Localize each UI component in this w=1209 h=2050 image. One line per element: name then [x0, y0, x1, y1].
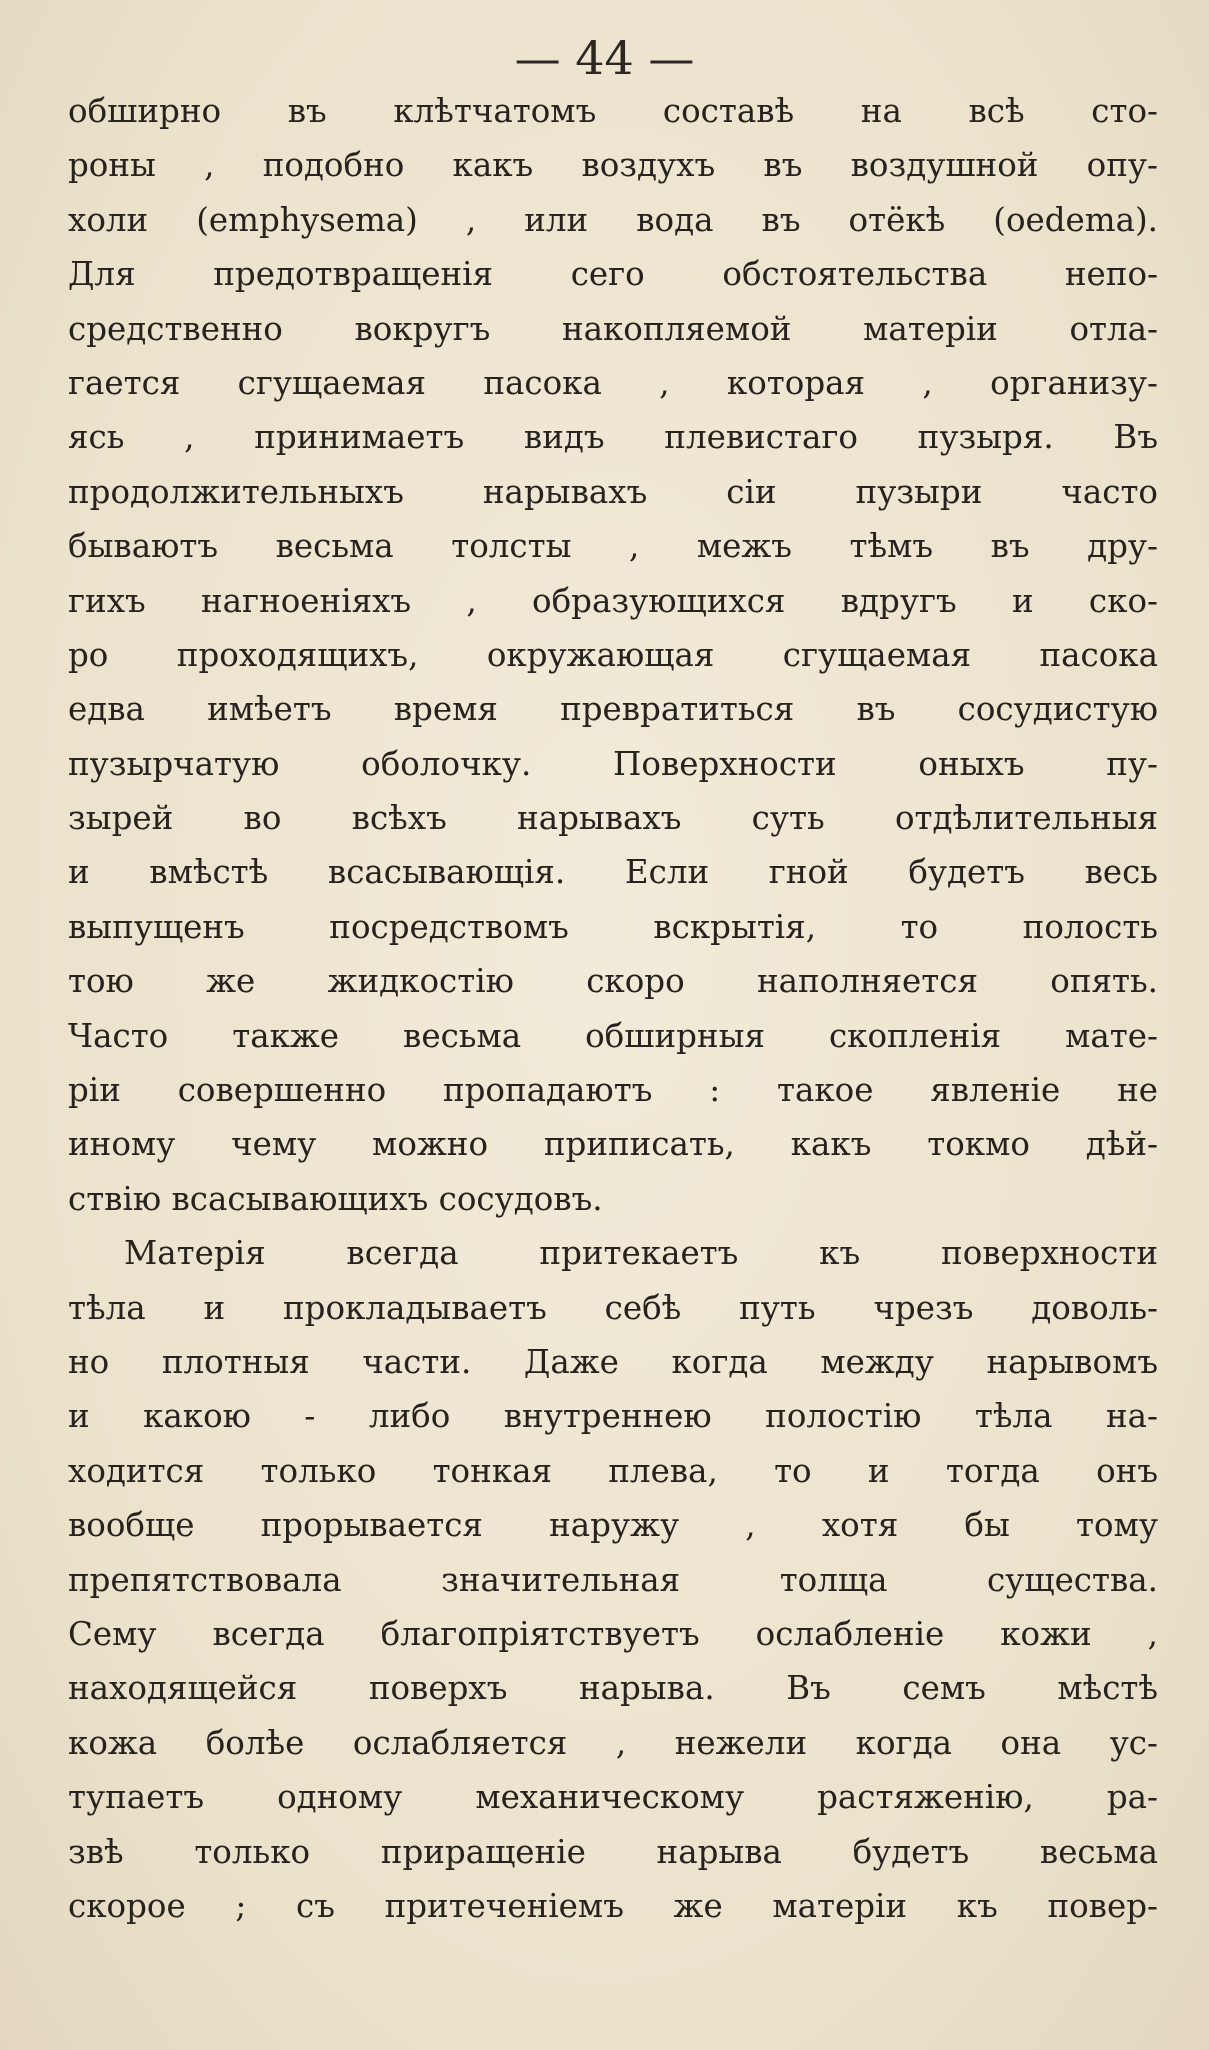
text-line: и вмѣстѣ всасывающія. Если гной будетъ весь [68, 853, 1158, 892]
text-line: звѣ только приращеніе нарыва будетъ весьма [68, 1832, 1158, 1871]
text-line: зырей во всѣхъ нарывахъ суть отдѣлительныя [68, 799, 1158, 838]
text-line: но плотныя части. Даже когда между нарывомъ [68, 1342, 1158, 1381]
text-line: и какою - либо внутреннею полостію тѣла на- [68, 1397, 1158, 1436]
text-line: Часто также весьма обширныя скопленія мате- [68, 1016, 1158, 1055]
text-line: иному чему можно приписать, какъ токмо дѣй- [68, 1125, 1158, 1164]
text-line: выпущенъ посредствомъ вскрытія, то полость [68, 907, 1158, 946]
text-line: ходится только тонкая плева, то и тогда онъ [68, 1451, 1158, 1490]
text-line: Для предотвращенія сего обстоятельства непо- [68, 255, 1158, 294]
text-line: Сему всегда благопріятствуетъ ослабленіе кожи , [68, 1614, 1158, 1653]
text-line: вообще прорывается наружу , хотя бы тому [68, 1506, 1158, 1545]
text-line: роны , подобно какъ воздухъ въ воздушной опу- [68, 146, 1158, 185]
text-line: находящейся поверхъ нарыва. Въ семъ мѣстѣ [68, 1669, 1158, 1708]
text-line: ясь , принимаетъ видъ плевистаго пузыря. Въ [68, 418, 1158, 457]
page-number: — 44 — [514, 31, 695, 85]
text-line: гихъ нагноеніяхъ , образующихся вдругъ и ско- [68, 581, 1158, 620]
text-line: едва имѣетъ время превратиться въ сосудистую [68, 690, 1158, 729]
text-line: ріи совершенно пропадаютъ : такое явленіе не [68, 1071, 1158, 1110]
text-line: бываютъ весьма толсты , межъ тѣмъ въ дру- [68, 527, 1158, 566]
text-line: пузырчатую оболочку. Поверхности оныхъ пу- [68, 744, 1158, 783]
text-line: тѣла и прокладываетъ себѣ путь чрезъ доволь- [68, 1288, 1158, 1327]
text-line: ствію всасывающихъ сосудовъ. [68, 1179, 603, 1218]
text-line: тупаетъ одному механическому растяженію, ра- [68, 1778, 1158, 1817]
text-line: средственно вокругъ накопляемой матеріи отла- [68, 309, 1158, 348]
body-text [68, 84, 1158, 1933]
paragraph-1 [68, 84, 1158, 1226]
text-line: тою же жидкостію скоро наполняется опять. [68, 962, 1158, 1001]
text-line: скорое ; съ притеченіемъ же матеріи къ повер- [68, 1886, 1158, 1925]
text-line: препятствовала значительная толща существа. [68, 1560, 1158, 1599]
text-line: холи (emphysema) , или вода въ отёкѣ (oedema). [68, 200, 1158, 239]
paragraph-2 [68, 1226, 1158, 1933]
text-line: ро проходящихъ, окружающая сгущаемая пасока [68, 635, 1158, 674]
text-line: гается сгущаемая пасока , которая , организу- [68, 363, 1158, 402]
text-line: обширно въ клѣтчатомъ составѣ на всѣ сто- [68, 92, 1158, 130]
text-line: Матерія всегда притекаетъ къ поверхности [124, 1234, 1158, 1273]
text-line: кожа болѣе ослабляется , нежели когда она ус- [68, 1723, 1158, 1762]
text-line: продолжительныхъ нарывахъ сіи пузыри часто [68, 472, 1158, 511]
